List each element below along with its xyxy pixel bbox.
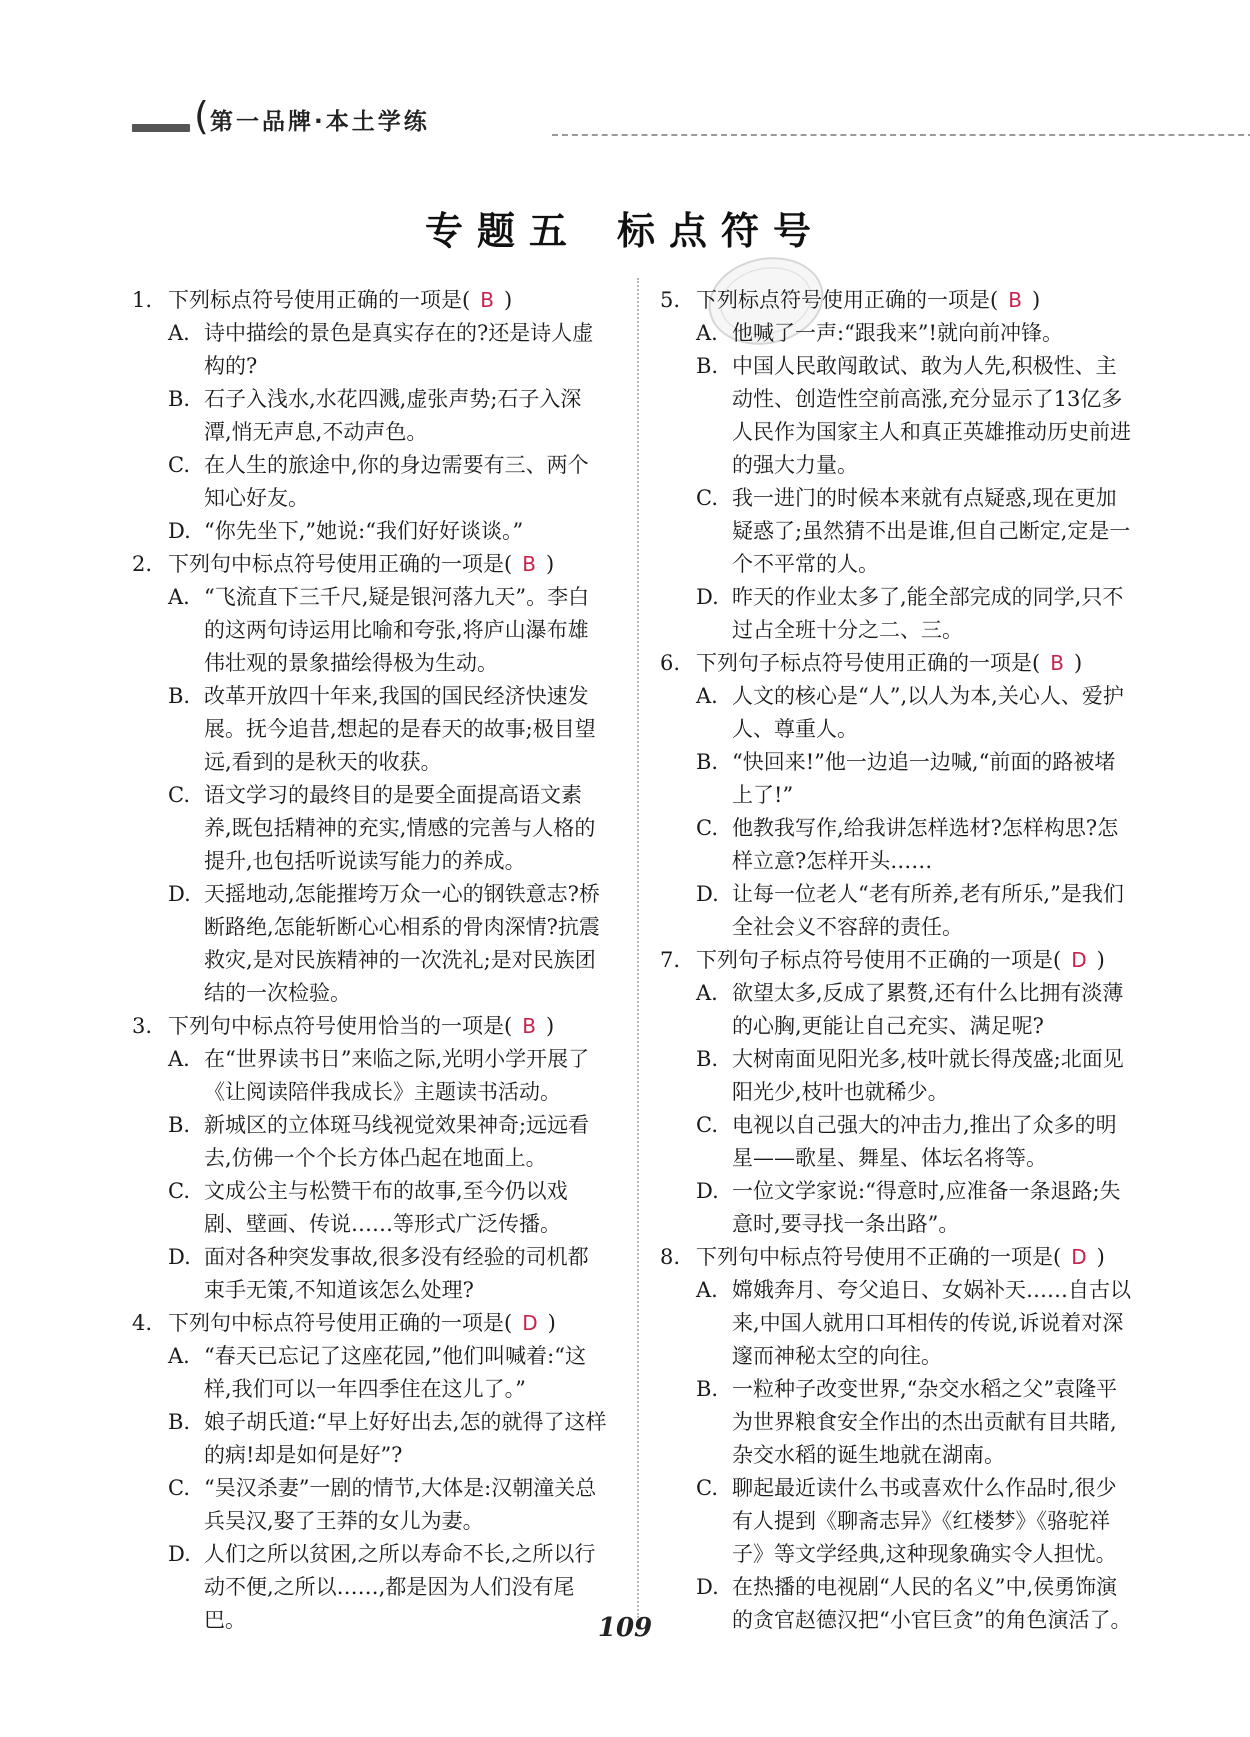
option-a: A. 欲望太多,反成了累赘,还有什么比拥有淡薄的心胸,更能让自己充实、满足呢? [696,981,1124,1038]
answer-mark: B [1050,651,1064,675]
option-c: C. 语文学习的最终目的是要全面提高语文素养,既包括精神的充实,情感的完善与人格的提升,也包括听说读写能力的养成。 [168,783,596,873]
header-title: 第一品牌·本土学练 [210,109,430,135]
question-stem [660,944,1135,977]
answer-mark: D [1071,1245,1087,1269]
question-text: 下列句中标点符号使用恰当的一项是( [168,1014,513,1038]
option-d: D. 在热播的电视剧“人民的名义”中,侯勇饰演的贪官赵德汉把“小官巨贪”的角色演活了。 [696,1575,1132,1632]
option-c: C. 他教我写作,给我讲怎样选材?怎样构思?怎样立意?怎样开头…… [696,816,1119,873]
question-4 [132,1307,607,1637]
option-a: A. “飞流直下三千尺,疑是银河落九天”。李白的这两句诗运用比喻和夸张,将庐山瀑布雄伟壮观的景象描绘得极为生动。 [168,585,590,675]
option-a: A. 他喊了一声:“跟我来”!就向前冲锋。 [696,321,1063,345]
option-b: B. 一粒种子改变世界,“杂交水稻之父”袁隆平为世界粮食安全作出的杰出贡献有目共睹,杂交水稻的诞生地就在湖南。 [696,1377,1118,1467]
page-title-subject: 标点符号 [617,209,826,253]
question-close: ) [545,1014,555,1038]
option-d: D. 昨天的作业太多了,能全部完成的同学,只不过占全班十分之二、三。 [696,585,1124,642]
option-b: B. 改革开放四十年来,我国的国民经济快速发展。抚今追昔,想起的是春天的故事;极目望远,看到的是秋天的收获。 [168,684,596,774]
question-text: 下列句中标点符号使用正确的一项是( [168,552,513,576]
page-header [132,96,1132,140]
option-b: B. 大树南面见阳光多,枝叶就长得茂盛;北面见阳光少,枝叶也就稀少。 [696,1047,1124,1104]
option-d: D. 天摇地动,怎能摧垮万众一心的钢铁意志?桥断路绝,怎能斩断心心相系的骨肉深情?抗震救灾,是对民族精神的一次洗礼;是对民族团结的一次检验。 [168,882,600,1005]
question-close: ) [1073,651,1083,675]
header-bracket: ( [194,94,209,138]
option-d: D. 让每一位老人“老有所养,老有所乐,”是我们全社会义不容辞的责任。 [696,882,1124,939]
option-d: D. 人们之所以贫困,之所以寿命不长,之所以行动不便,之所以……,都是因为人们没有尾巴。 [168,1542,596,1632]
question-close: ) [547,1311,556,1335]
question-close: ) [503,288,513,312]
question-text: 下列句子标点符号使用不正确的一项是( [696,948,1062,972]
question-2 [132,548,607,1010]
option-a: A. 诗中描绘的景色是真实存在的?还是诗人虚构的? [168,321,594,378]
question-5 [660,284,1135,647]
option-d: D. “你先坐下,”她说:“我们好好谈谈。” [168,519,524,543]
question-7 [660,944,1135,1241]
option-b: B. 中国人民敢闯敢试、敢为人先,积极性、主动性、创造性空前高涨,充分显示了13亿多人民作为国家主人和真正英雄推动历史前进的强大力量。 [696,354,1131,477]
question-number: 2. [132,552,153,576]
question-3 [132,1010,607,1307]
option-d: D. 面对各种突发事故,很多没有经验的司机都束手无策,不知道该怎么处理? [168,1245,589,1302]
question-number: 5. [660,288,681,312]
question-number: 8. [660,1245,681,1269]
question-text: 下列标点符号使用正确的一项是( [168,288,471,312]
question-number: 4. [132,1311,153,1335]
answer-mark: D [522,1311,538,1335]
question-close: ) [1096,948,1105,972]
question-6 [660,647,1135,944]
question-text: 下列句中标点符号使用不正确的一项是( [696,1245,1062,1269]
question-stem [660,1241,1135,1274]
page-title-topic: 专题五 [424,209,581,253]
option-a: A. 人文的核心是“人”,以人为本,关心人、爱护人、尊重人。 [696,684,1124,741]
page-title [0,200,1250,255]
question-stem [660,284,1135,317]
question-number: 7. [660,948,681,972]
option-c: C. 在人生的旅途中,你的身边需要有三、两个知心好友。 [168,453,589,510]
option-c: C. 文成公主与松赞干布的故事,至今仍以戏剧、壁画、传说……等形式广泛传播。 [168,1179,568,1236]
option-b: B. “快回来!”他一边追一边喊,“前面的路被堵上了!” [696,750,1116,807]
question-stem [132,284,607,317]
question-stem [660,647,1135,680]
header-dashed-line [552,134,1250,136]
question-text: 下列句中标点符号使用正确的一项是( [168,1311,513,1335]
question-number: 3. [132,1014,153,1038]
option-b: B. 娘子胡氏道:“早上好好出去,怎的就得了这样的病!却是如何是好”? [168,1410,607,1467]
option-b: B. 新城区的立体斑马线视觉效果神奇;远远看去,仿佛一个个长方体凸起在地面上。 [168,1113,590,1170]
option-c: C. “吴汉杀妻”一剧的情节,大体是:汉朝潼关总兵吴汉,娶了王莽的女儿为妻。 [168,1476,597,1533]
left-column [132,284,607,1637]
question-text: 下列句子标点符号使用正确的一项是( [696,651,1041,675]
question-close: ) [1031,288,1041,312]
answer-mark: B [1008,288,1022,312]
page-number: 109 [597,1613,653,1643]
question-close: ) [545,552,555,576]
question-number: 1. [132,288,153,312]
option-d: D. 一位文学家说:“得意时,应准备一条退路;失意时,要寻找一条出路”。 [696,1179,1121,1236]
option-a: A. 嫦娥奔月、夸父追日、女娲补天……自古以来,中国人就用口耳相传的传说,诉说着对深邃而神秘太空的向往。 [696,1278,1131,1368]
question-number: 6. [660,651,681,675]
question-close: ) [1096,1245,1105,1269]
question-1 [132,284,607,548]
answer-mark: D [1071,948,1087,972]
question-text: 下列标点符号使用正确的一项是( [696,288,999,312]
option-c: C. 电视以自己强大的冲击力,推出了众多的明星——歌星、舞星、体坛名将等。 [696,1113,1117,1170]
question-8 [660,1241,1135,1637]
right-column [660,284,1135,1637]
question-stem [132,548,607,581]
question-stem [132,1010,607,1043]
option-c: C. 聊起最近读什么书或喜欢什么作品时,很少有人提到《聊斋志异》《红楼梦》《骆驼祥子》等文学经典,这种现象确实令人担忧。 [696,1476,1117,1566]
option-a: A. 在“世界读书日”来临之际,光明小学开展了《让阅读陪伴我成长》主题读书活动。 [168,1047,590,1104]
question-stem [132,1307,607,1340]
option-a: A. “春天已忘记了这座花园,”他们叫喊着:“这样,我们可以一年四季住在这儿了。” [168,1344,586,1401]
option-c: C. 我一进门的时候本来就有点疑惑,现在更加疑惑了;虽然猜不出是谁,但自己断定,定是一个不平常的人。 [696,486,1131,576]
header-decor-bar [132,124,190,132]
answer-mark: B [480,288,494,312]
answer-mark: B [522,552,536,576]
option-b: B. 石子入浅水,水花四溅,虚张声势;石子入深潭,悄无声息,不动声色。 [168,387,582,444]
answer-mark: B [522,1014,536,1038]
column-divider [637,278,639,1618]
